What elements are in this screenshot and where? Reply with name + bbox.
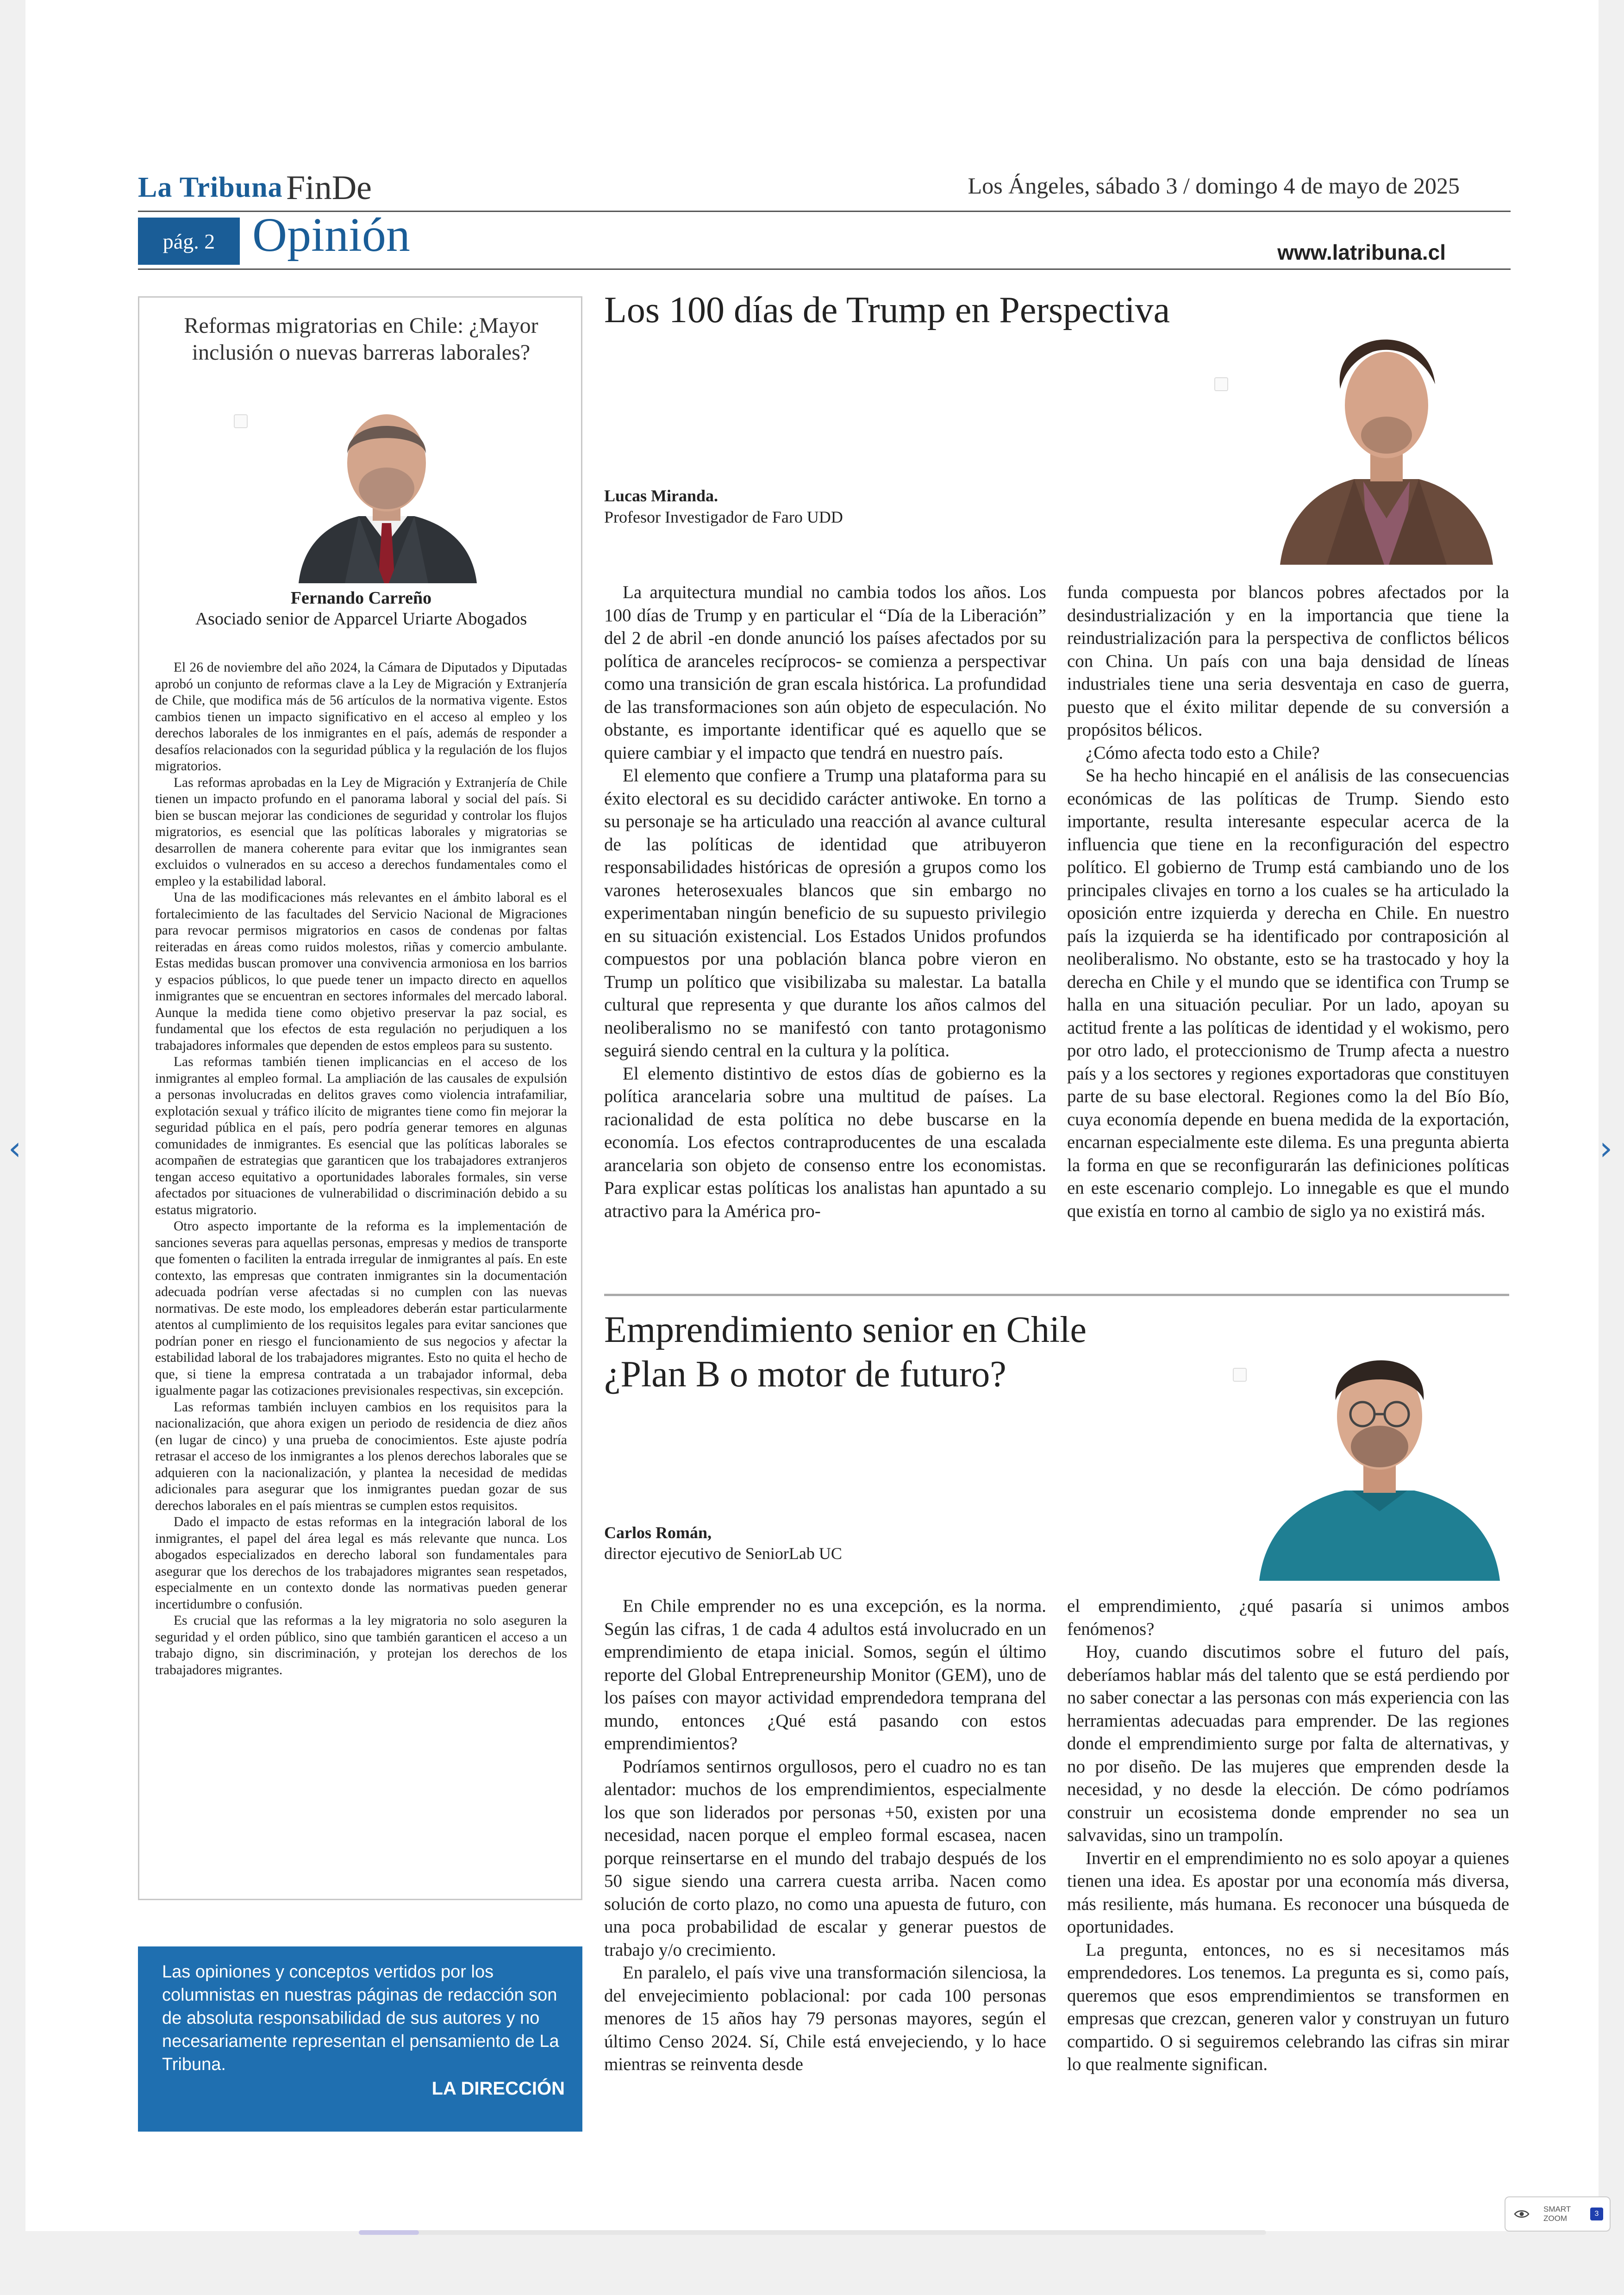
newspaper-page (25, 0, 1599, 2231)
article-divider (604, 1294, 1509, 1296)
smart-zoom-label-line-1: SMART (1543, 2205, 1571, 2214)
paragraph: La pregunta, entonces, no es si necesitamos más emprendedores. Los tenemos. La pregunta es si, como país, queremos que esos emprendimientos se transformen en empresas que crezcan, generen valor y construyan un futuro compartido. O si seguiremos celebrando las cifras sin mirar lo que realmente significan. (1067, 1940, 1509, 2074)
page-scrollbar-thumb[interactable] (359, 2230, 419, 2235)
image-placeholder-icon (1214, 377, 1228, 391)
trump-article-title: Los 100 días de Trump en Perspectiva (604, 290, 1170, 331)
author-photo-fernando (289, 384, 484, 583)
empr-author-name: Carlos Román, (604, 1523, 712, 1542)
left-article-body (155, 660, 567, 1678)
image-placeholder-icon (1233, 1368, 1247, 1382)
paragraph: El elemento distintivo de estos días de gobierno es la política arancelaria sobre una multitud de países. La racionalidad de esta política no debe buscarse en la economía. Los efectos contraproducentes de una escalada arancelaria son objeto de consenso entre los economistas. Para explicar estas políticas los analistas han apuntado a su atractivo para la América pro- (604, 1063, 1046, 1221)
section-title: Opinión (252, 208, 410, 262)
paragraph: El elemento que confiere a Trump una plataforma para su éxito electoral es su decidido carácter antiwoke. En torno a su personaje se ha articulado una reacción al avance cultural de las políticas de identidad que atribuyeron responsabilidades históricas de opresión a grupos como los varones heterosexuales blancos que sin embargo no experimentaban ningún beneficio de su supuesto privilegio en su situación existencial. Los Estados Unidos profundos compuestos por una población blanca pobre vieron en Trump un político que visibilizaba su malestar. La batalla cultural que representa y que durante los años calmos del neoliberalismo no se manifestó con tanto protagonismo seguirá siendo central en la cultura y la política. (604, 766, 1046, 1060)
page-scrollbar-track[interactable] (359, 2230, 1266, 2235)
previous-page-button[interactable]: ‹ (8, 1129, 21, 1167)
paragraph: funda compuesta por blancos pobres afectados por la desindustrialización y en la importancia que tiene la reindustrialización para la perspectiva de conflictos bélicos con China. Un país con una baja densidad de líneas industriales tiene una seria desventaja en caso de guerra, puesto que el éxito militar depende de su conversión a propósitos bélicos. (1067, 582, 1509, 740)
paragraph: Dado el impacto de estas reformas en la integración laboral de los inmigrantes, el papel del área legal es más relevante que nunca. Los abogados especializados en derecho laboral son fundamentales para asegurar que los derechos de los trabajadores migrantes sean respetados, especialmente en un contexto donde las normativas pueden generar incertidumbre o confusión. (155, 1515, 567, 1612)
section-rule (138, 268, 1511, 270)
next-page-button[interactable]: › (1599, 1129, 1612, 1167)
paragraph: Las reformas también incluyen cambios en los requisitos para la nacionalización, que ahora exigen un periodo de residencia de diez años (en lugar de cinco) y una prueba de conocimientos. Este ajuste podría retrasar el acceso de los inmigrantes a los plenos derechos laborales que se adquieren con la nacionalización, y plantea la necesidad de medidas adicionales para asegurar que los inmigrantes puedan gozar de sus derechos laborales en el país mientras se cumplen estos requisitos. (155, 1399, 567, 1513)
left-author-role: Asociado senior de Apparcel Uriarte Abogados (195, 609, 527, 629)
paragraph: Es crucial que las reformas a la ley migratoria no solo aseguren la seguridad y el orden público, sino que también garanticen el acceso a un trabajo digno, sin discriminación, y protejan los derechos de los trabajadores migrantes. (155, 1613, 567, 1678)
newspaper-logo: La Tribuna (138, 172, 283, 203)
author-photo-carlos (1257, 1322, 1502, 1581)
paragraph: La arquitectura mundial no cambia todos los años. Los 100 días de Trump y en particular el “Día de la Liberación” del 2 de abril -en donde anunció los países afectados por su política de aranceles recíprocos- se comienza a perspectivar como una transición de gran escala histórica. La profundidad de las transformaciones son aún objeto de especulación. No obstante, es importante identificar qué es aquello que se quiere cambiar y el impacto que tendrá en nuestro país. (604, 582, 1046, 763)
smart-zoom-badge: 3 (1590, 2208, 1603, 2220)
trump-author-role: Profesor Investigador de Faro UDD (604, 508, 843, 526)
paragraph: El 26 de noviembre del año 2024, la Cámara de Diputados y Diputadas aprobó un conjunto de reformas clave a la Ley de Migración y Extranjería de Chile, que modifica más de 56 artículos de la normativa vigente. Estos cambios tienen un impacto significativo en el acceso al empleo y los derechos laborales de los inmigrantes en el país, además de responder a desafíos relacionados con la seguridad pública y la regulación de los flujos migratorios. (155, 660, 567, 773)
paragraph: Invertir en el emprendimiento no es solo apoyar a quienes tienen una idea. Es apostar por una economía más diversa, más resiliente, más humana. Es reconocer una búsqueda de oportunidades. (1067, 1848, 1509, 1937)
trump-author-name: Lucas Miranda. (604, 486, 718, 505)
paragraph: Una de las modificaciones más relevantes en el ámbito laboral es el fortalecimiento de las facultades del Servicio Nacional de Migraciones para revocar permisos migratorios en casos de condenas por faltas reiteradas en áreas como ruidos molestos, riñas y comercio ambulante. Estas medidas buscan promover una convivencia armoniosa en los barrios y espacios públicos, lo que puede tener un impacto directo en aquellos inmigrantes que se encuentran en sectores informales del mercado laboral. Aunque la medida tiene como objetivo preservar la paz social, es fundamental que los efectos de esta regulación no perjudiquen a los trabajadores informales que dependen de estos empleos para su sustento. (155, 890, 567, 1053)
paragraph: el emprendimiento, ¿qué pasaría si unimos ambos fenómenos? (1067, 1596, 1509, 1639)
empr-article-column-1 (604, 1595, 1046, 2076)
paragraph: Podríamos sentirnos orgullosos, pero el cuadro no es tan alentador: muchos de los emprendimientos, especialmente los que son liderados por personas +50, existen por una necesidad, nacen porque el empleo formal escasea, nacen porque reinsertarse en el mundo del trabajo después de los 50 sigue siendo una carrera cuesta arriba. Nacen como solución de corto plazo, no como una apuesta de futuro, con una poca probabilidad de escalar y generar puestos de trabajo y/o crecimiento. (604, 1756, 1046, 1960)
empr-article-title (604, 1308, 1206, 1397)
empr-article-column-2 (1067, 1595, 1509, 2076)
smart-zoom-label (1543, 2205, 1571, 2223)
left-author-name: Fernando Carreño (290, 588, 432, 608)
page-number-badge: pág. 2 (138, 218, 240, 265)
dateline: Los Ángeles, sábado 3 / domingo 4 de mayo de 2025 (968, 173, 1460, 199)
trump-article-column-2 (1067, 581, 1509, 1222)
site-url: www.latribuna.cl (1277, 240, 1446, 264)
supplement-name: FinDe (286, 169, 372, 207)
paragraph: Hoy, cuando discutimos sobre el futuro del país, deberíamos hablar más del talento que se está perdiendo por no saber conectar a las personas con más experiencia con las herramientas adecuadas para emprender. De las regiones donde el emprendimiento surge por falta de alternativas, y no por diseño. De las mujeres que emprenden desde la necesidad, y no desde la elección. De cómo podríamos construir un ecosistema donde emprender no sea un salvavidas, sino un trampolín. (1067, 1642, 1509, 1845)
empr-title-line-1: Emprendimiento senior en Chile (604, 1310, 1087, 1350)
paragraph: En Chile emprender no es una excepción, es la norma. Según las cifras, 1 de cada 4 adultos está involucrado en un emprendimiento de etapa inicial. Somos, según el último reporte del Global Entrepreneurship Monitor (GEM), uno de los países con mayor actividad emprendedora temprana del mundo, entonces ¿Qué está pasando con estos emprendimientos? (604, 1596, 1046, 1753)
empr-author-role: director ejecutivo de SeniorLab UC (604, 1544, 842, 1563)
paragraph: Las reformas aprobadas en la Ley de Migración y Extranjería de Chile tienen un impacto profundo en el panorama laboral y social del país. Si bien se buscan mejorar las condiciones de seguridad y controlar los flujos migratorios, es esencial que las políticas laborales y migratorias se desarrollen de manera coherente para evitar que los inmigrantes sean excluidos o vulnerados en su acceso a derechos fundamentales como el empleo y la estabilidad laboral. (155, 775, 567, 889)
paragraph: Las reformas también tienen implicancias en el acceso de los inmigrantes al empleo formal. La ampliación de las causales de expulsión a personas involucradas en delitos graves como violencia intrafamiliar, explotación sexual y tráfico ilícito de migrantes tiene como fin mejorar la seguridad pública en el país, pero podría generar temores en algunas comunidades de inmigrantes. Es esencial que las políticas laborales se acompañen de estrategias que garanticen que los trabajadores extranjeros tengan acceso equitativo a oportunidades laborales formales, sin verse afectados por situaciones de vulnerabilidad o discriminación debido a su estatus migratorio. (155, 1054, 567, 1217)
image-placeholder-icon (234, 414, 248, 428)
left-article-title: Reformas migratorias en Chile: ¿Mayor inclusión o nuevas barreras laborales? (184, 313, 538, 365)
eye-icon (1514, 2209, 1530, 2219)
empr-title-line-2: ¿Plan B o motor de futuro? (604, 1354, 1006, 1395)
paragraph: En paralelo, el país vive una transformación silenciosa, la del envejecimiento poblacional: por cada 100 personas menores de 15 años hay 79 personas mayores, según el último Censo 2024. Sí, Chile está envejeciendo, y lo hace mientras se reinventa desde (604, 1963, 1046, 2074)
subheading: ¿Cómo afecta todo esto a Chile? (1086, 742, 1320, 763)
author-photo-lucas (1275, 301, 1498, 565)
trump-article-column-1 (604, 581, 1046, 1222)
disclaimer-signature: LA DIRECCIÓN (431, 2078, 565, 2099)
paragraph: Otro aspecto importante de la reforma es la implementación de sanciones severas para aquellas personas, empresas y medios de transporte que fomenten o faciliten la entrada irregular de inmigrantes al país. En este contexto, las empresas que contraten inmigrantes sin la documentación adecuada podrían verse afectadas si no cumplen con las nuevas normativas. De este modo, los empleadores deberán estar particularmente atentos al cumplimiento de los requisitos legales para evitar sanciones que podrían poner en riesgo el funcionamiento de sus negocios y afectar la estabilidad laboral de los trabajadores migrantes. Esto no quita el hecho de que, si tiene la empresa contratada a un trabajador informal, deba igualmente pagar las cotizaciones previsionales respectivas, sin excepción. (155, 1219, 567, 1398)
smart-zoom-button[interactable] (1505, 2196, 1611, 2232)
smart-zoom-label-line-2: ZOOM (1543, 2214, 1567, 2223)
disclaimer-text: Las opiniones y conceptos vertidos por los columnistas en nuestras páginas de redacción son de absoluta responsabilidad de sus autores y no necesariamente representan el pensamiento de La Tribuna. (162, 1962, 559, 2074)
paragraph: Se ha hecho hincapié en el análisis de las consecuencias económicas de las políticas de Trump. Siendo esto importante, resulta interesante especular acerca de la influencia que tiene en la reconfiguración del espectro político. El gobierno de Trump está cambiando uno de los principales clivajes en torno a los cuales se ha articulado la oposición entre izquierda y derecha en Chile. En nuestro país la izquierda se ha identificado por contraposición al neoliberalismo. No obstante, esto se ha trastocado y hoy la derecha en Chile y el mundo que se identifica con Trump se halla en una situación peculiar. Por un lado, apoyan su actitud frente a las políticas de identidad y el wokismo, pero por otro lado, el proteccionismo de Trump afecta a nuestro país y a los sectores y regiones exportadoras que constituyen parte de su base electoral. Regiones como la del Bío Bío, cuya economía depende en buena medida de la exportación, encarnan especialmente este dilema. Es una pregunta abierta la forma en que se reconfigurarán las definiciones políticas en este escenario complejo. Lo innegable es que el mundo que existía en torno al cambio de siglo ya no existirá más. (1067, 766, 1509, 1221)
